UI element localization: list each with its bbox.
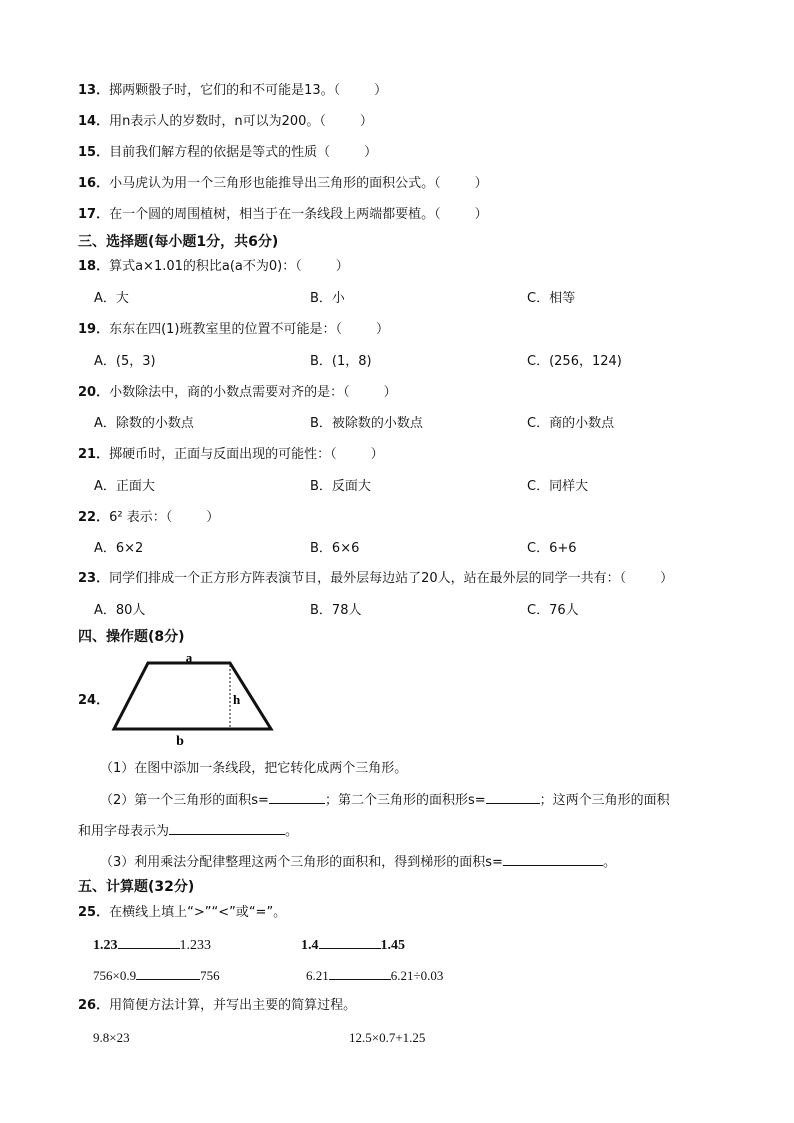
question-25 (78, 904, 286, 922)
question-17 (78, 206, 488, 224)
question-19 (78, 321, 389, 339)
question-text: 算式a×1.01的积比a(a不为0)：（ (109, 259, 302, 274)
question-number: 25． (78, 905, 110, 920)
option-a: A．(5，3) (94, 354, 156, 369)
question-number: 22． (78, 510, 110, 525)
section-title-operation: 四、操作题(8分) (78, 629, 185, 645)
option-a: A．除数的小数点 (94, 416, 194, 431)
question-number: 15． (78, 145, 110, 160)
paren-close: ） (335, 259, 349, 274)
compare-right: 1.45 (380, 938, 405, 953)
question-24-part3 (100, 852, 616, 872)
question-text: 掷硬币时，正面与反面出现的可能性：（ (109, 447, 337, 462)
paren-close: ） (364, 145, 378, 160)
compare-right: 756 (200, 968, 220, 983)
option-c: C．76人 (527, 603, 579, 618)
question-number: 20． (78, 385, 110, 400)
paren-close: ） (474, 176, 488, 191)
question-24-number (78, 692, 109, 710)
question-text: 用n表示人的岁数时，n可以为200。（ (109, 114, 326, 129)
option-c: C．6+6 (527, 541, 577, 556)
answer-blank[interactable] (503, 852, 603, 866)
option-c: C．同样大 (527, 479, 589, 494)
question-number: 16． (78, 176, 110, 191)
paren-close: ） (370, 447, 384, 462)
question-number: 24． (78, 693, 110, 708)
option-c: C．相等 (527, 291, 576, 306)
compare-blank[interactable] (136, 966, 200, 980)
section-title-calculation: 五、计算题(32分) (78, 879, 195, 895)
part2-text-e: 。 (285, 824, 299, 839)
compare-left: 6.21 (306, 968, 329, 983)
compare-right: 1.233 (179, 938, 211, 953)
question-text: 同学们排成一个正方形方阵表演节目，最外层每边站了20人，站在最外层的同学一共有：（ (109, 571, 627, 586)
compare-blank[interactable] (118, 935, 180, 949)
paren-close: ） (374, 83, 388, 98)
question-text: 6² 表示：（ (109, 510, 173, 525)
label-a: a (185, 652, 193, 665)
question-text: 掷两颗骰子时，它们的和不可能是13。（ (109, 83, 341, 98)
compare-item (93, 966, 220, 985)
question-16 (78, 175, 488, 193)
question-number: 13． (78, 83, 110, 98)
answer-blank[interactable] (486, 790, 540, 804)
paren-close: ） (474, 207, 488, 222)
question-23 (78, 570, 673, 588)
compare-right: 6.21÷0.03 (390, 968, 444, 983)
question-number: 26． (78, 998, 110, 1013)
compare-left: 1.4 (301, 938, 319, 953)
question-22 (78, 509, 219, 527)
question-24-part2-cont (78, 821, 298, 841)
question-13 (78, 82, 387, 100)
section-title-choice: 三、选择题(每小题1分，共6分) (78, 234, 279, 250)
paren-close: ） (383, 385, 397, 400)
part2-text-a: （2）第一个三角形的面积s= (100, 793, 269, 808)
paren-close: ） (660, 571, 674, 586)
question-26 (78, 997, 356, 1015)
question-text: 用简便方法计算，并写出主要的简算过程。 (109, 998, 357, 1013)
part3-text-a: （3）利用乘法分配律整理这两个三角形的面积和，得到梯形的面积s= (100, 855, 503, 870)
paren-close: ） (376, 322, 390, 337)
question-number: 14． (78, 114, 110, 129)
option-b: B．小 (310, 291, 345, 306)
answer-blank[interactable] (169, 821, 285, 835)
option-a: A．大 (94, 291, 129, 306)
option-b: B．反面大 (310, 479, 371, 494)
option-a: A．80人 (94, 603, 146, 618)
paren-close: ） (359, 114, 373, 129)
compare-item (301, 935, 405, 955)
option-b: B．(1，8) (310, 354, 372, 369)
question-24-part2 (100, 790, 670, 810)
calc-item: 12.5×0.7+1.25 (349, 1030, 426, 1045)
trapezoid-shape (114, 663, 271, 729)
question-text: 小数除法中，商的小数点需要对齐的是：（ (109, 385, 350, 400)
compare-blank[interactable] (319, 935, 381, 949)
compare-blank[interactable] (329, 966, 391, 980)
question-14 (78, 113, 373, 131)
part3-text-b: 。 (602, 855, 616, 870)
compare-item (306, 966, 443, 985)
question-15 (78, 144, 377, 162)
compare-left: 756×0.9 (93, 968, 137, 983)
question-20 (78, 384, 397, 402)
option-a: A．6×2 (94, 541, 144, 556)
label-h: h (233, 692, 241, 707)
question-24-part1: （1）在图中添加一条线段，把它转化成两个三角形。 (100, 761, 408, 776)
option-b: B．78人 (310, 603, 362, 618)
option-c: C．(256，124) (527, 354, 622, 369)
option-b: B．被除数的小数点 (310, 416, 423, 431)
question-number: 19． (78, 322, 110, 337)
question-text: 在一个圆的周围植树，相当于在一条线段上两端都要植。（ (109, 207, 441, 222)
option-b: B．6×6 (310, 541, 360, 556)
question-18 (78, 258, 349, 276)
question-number: 18． (78, 259, 110, 274)
calc-item: 9.8×23 (93, 1030, 130, 1045)
question-21 (78, 446, 384, 464)
label-b: b (176, 734, 184, 748)
part2-text-d: 和用字母表示为 (78, 824, 170, 839)
part2-text-b: ；第二个三角形的面积形s= (324, 793, 486, 808)
question-text: 东东在四(1)班教室里的位置不可能是：（ (109, 322, 343, 337)
answer-blank[interactable] (269, 790, 325, 804)
question-number: 23． (78, 571, 110, 586)
compare-left: 1.23 (93, 938, 118, 953)
question-text: 目前我们解方程的依据是等式的性质（ (109, 145, 331, 160)
question-text: 在横线上填上“>”“<”或“=”。 (109, 905, 287, 920)
question-text: 小马虎认为用一个三角形也能推导出三角形的面积公式。（ (109, 176, 441, 191)
option-c: C．商的小数点 (527, 416, 615, 431)
question-number: 17． (78, 207, 110, 222)
paren-close: ） (206, 510, 220, 525)
compare-item (93, 935, 211, 955)
option-a: A．正面大 (94, 479, 155, 494)
question-number: 21． (78, 447, 110, 462)
trapezoid-figure (108, 652, 280, 748)
part2-text-c: ；这两个三角形的面积 (539, 793, 670, 808)
